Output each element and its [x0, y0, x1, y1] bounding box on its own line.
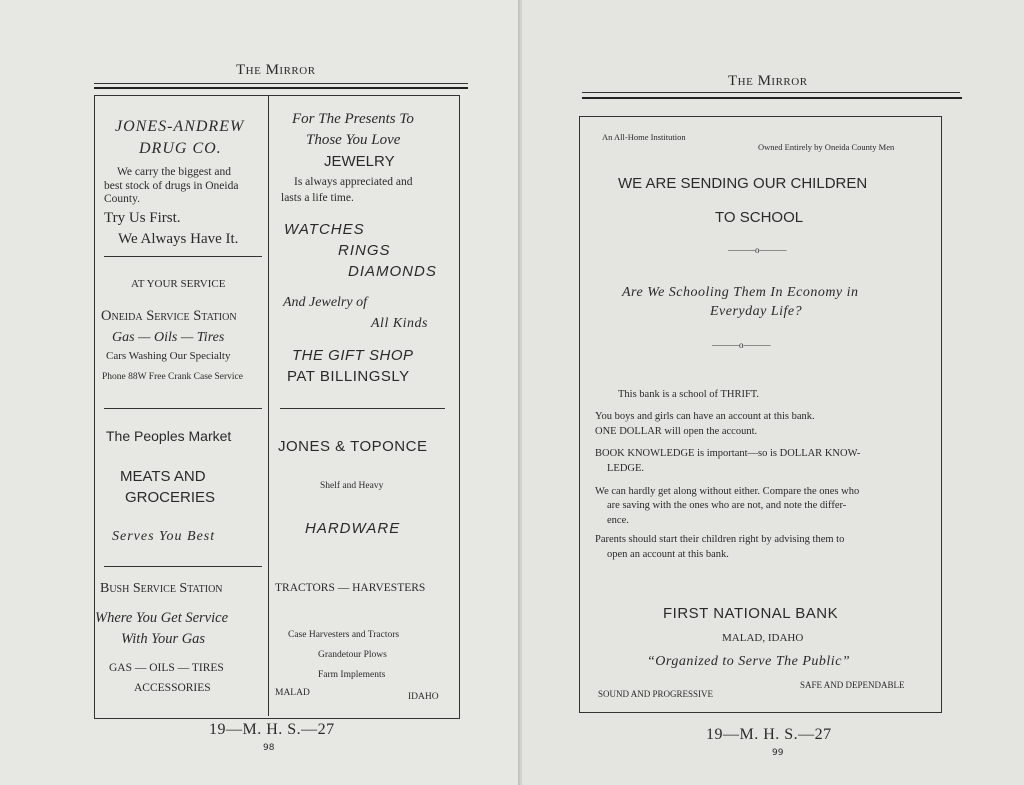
drug-body-3: County.	[104, 193, 140, 205]
divider-market	[104, 566, 262, 567]
market-name: The Peoples Market	[106, 428, 232, 444]
gift-shop-name: THE GIFT SHOP	[292, 347, 414, 364]
bank-p2-a: You boys and girls can have an account at this bank.	[595, 411, 815, 422]
bank-top-left: An All-Home Institution	[602, 132, 686, 142]
bush-line-2: With Your Gas	[121, 631, 206, 647]
right-header-rule-thin	[582, 92, 960, 93]
jewelry-item-rings: RINGS	[338, 242, 391, 259]
bank-headline-2: TO SCHOOL	[715, 209, 804, 226]
bank-divider-1: ———o———	[728, 245, 787, 255]
jewelry-body-1: Is always appreciated and	[294, 176, 413, 188]
right-page-footer: 19—M. H. S.—27	[706, 726, 832, 743]
bank-p5-a: Parents should start their children right by advising them to	[595, 534, 845, 545]
hardware-item-2: Grandetour Plows	[318, 650, 387, 660]
station-products: Gas — Oils — Tires	[112, 330, 225, 345]
drug-title-2: DRUG CO.	[139, 140, 222, 157]
bank-p4-c: ence.	[607, 515, 629, 526]
bank-top-right: Owned Entirely by Oneida County Men	[758, 142, 895, 152]
bank-headline-1: WE ARE SENDING OUR CHILDREN	[618, 175, 868, 192]
bank-p1: This bank is a school of THRIFT.	[618, 389, 760, 400]
drug-body-1: We carry the biggest and	[117, 166, 232, 178]
jewelry-more-1: And Jewelry of	[283, 295, 367, 310]
left-page-header: The Mirror	[236, 62, 316, 78]
right-page-number: 99	[772, 748, 784, 758]
gift-shop-owner: PAT BILLINGSLY	[287, 368, 410, 385]
jewelry-more-2: All Kinds	[371, 316, 429, 331]
bank-p4-a: We can hardly get along without either. Compare the ones who	[595, 486, 860, 497]
drug-title-1: JONES-ANDREW	[115, 118, 245, 135]
hardware-state: IDAHO	[408, 692, 439, 702]
jewelry-line-1: For The Presents To	[292, 111, 414, 127]
bush-products: GAS — OILS — TIRES	[109, 662, 224, 674]
bush-accessories: ACCESSORIES	[134, 682, 211, 694]
hardware-city: MALAD	[275, 688, 310, 698]
left-header-rule-thin	[94, 83, 468, 84]
column-divider	[268, 96, 269, 716]
station-service: AT YOUR SERVICE	[131, 278, 226, 290]
hardware-title: HARDWARE	[305, 520, 401, 537]
drug-slogan-1: Try Us First.	[104, 210, 181, 226]
divider-station	[104, 408, 262, 409]
jewelry-line-2: Those You Love	[306, 132, 401, 148]
bank-bottom-right: SAFE AND DEPENDABLE	[800, 680, 905, 690]
station-name: Oneida Service Station	[101, 308, 237, 324]
divider-jewelry	[280, 408, 445, 409]
divider-drug	[104, 256, 262, 257]
bank-divider-2: ———o———	[712, 340, 771, 350]
market-slogan: Serves You Best	[112, 529, 216, 544]
hardware-item-1: Case Harvesters and Tractors	[288, 630, 400, 640]
right-page	[522, 0, 1024, 785]
market-line-1: MEATS AND	[120, 468, 206, 485]
bank-question-2: Everyday Life?	[710, 304, 803, 319]
bank-bottom-left: SOUND AND PROGRESSIVE	[598, 689, 714, 699]
bush-line-1: Where You Get Service	[95, 610, 229, 626]
right-page-header: The Mirror	[728, 73, 808, 89]
bank-name: FIRST NATIONAL BANK	[663, 605, 839, 622]
station-specialty: Cars Washing Our Specialty	[106, 350, 231, 362]
market-line-2: GROCERIES	[125, 489, 216, 506]
station-phone: Phone 88W Free Crank Case Service	[102, 372, 243, 382]
right-header-rule-thick	[582, 97, 962, 99]
bank-location: MALAD, IDAHO	[722, 632, 804, 644]
left-header-rule-thick	[94, 87, 468, 89]
bank-motto: “Organized to Serve The Public”	[647, 654, 851, 669]
hardware-item-3: Farm Implements	[318, 670, 386, 680]
bank-question-1: Are We Schooling Them In Economy in	[622, 285, 859, 300]
bank-p3-b: LEDGE.	[607, 463, 645, 474]
drug-slogan-2: We Always Have It.	[118, 231, 239, 247]
hardware-machines: TRACTORS — HARVESTERS	[275, 582, 426, 594]
jewelry-item-watches: WATCHES	[284, 221, 365, 238]
bank-p3-a: BOOK KNOWLEDGE is important—so is DOLLAR KNOW-	[595, 448, 861, 459]
left-page-footer: 19—M. H. S.—27	[209, 721, 335, 738]
jewelry-item-diamonds: DIAMONDS	[348, 263, 437, 280]
left-page-number: 98	[263, 743, 275, 753]
bank-p5-b: open an account at this bank.	[607, 549, 729, 560]
jewelry-body-2: lasts a life time.	[281, 192, 354, 204]
drug-body-2: best stock of drugs in Oneida	[104, 180, 239, 192]
bush-name: Bush Service Station	[100, 581, 223, 596]
hardware-name: JONES & TOPONCE	[278, 438, 428, 455]
bank-p4-b: are saving with the ones who are not, and note the differ-	[607, 500, 847, 511]
hardware-sub: Shelf and Heavy	[320, 481, 384, 491]
jewelry-title: JEWELRY	[324, 153, 395, 170]
bank-p2-b: ONE DOLLAR will open the account.	[595, 426, 758, 437]
